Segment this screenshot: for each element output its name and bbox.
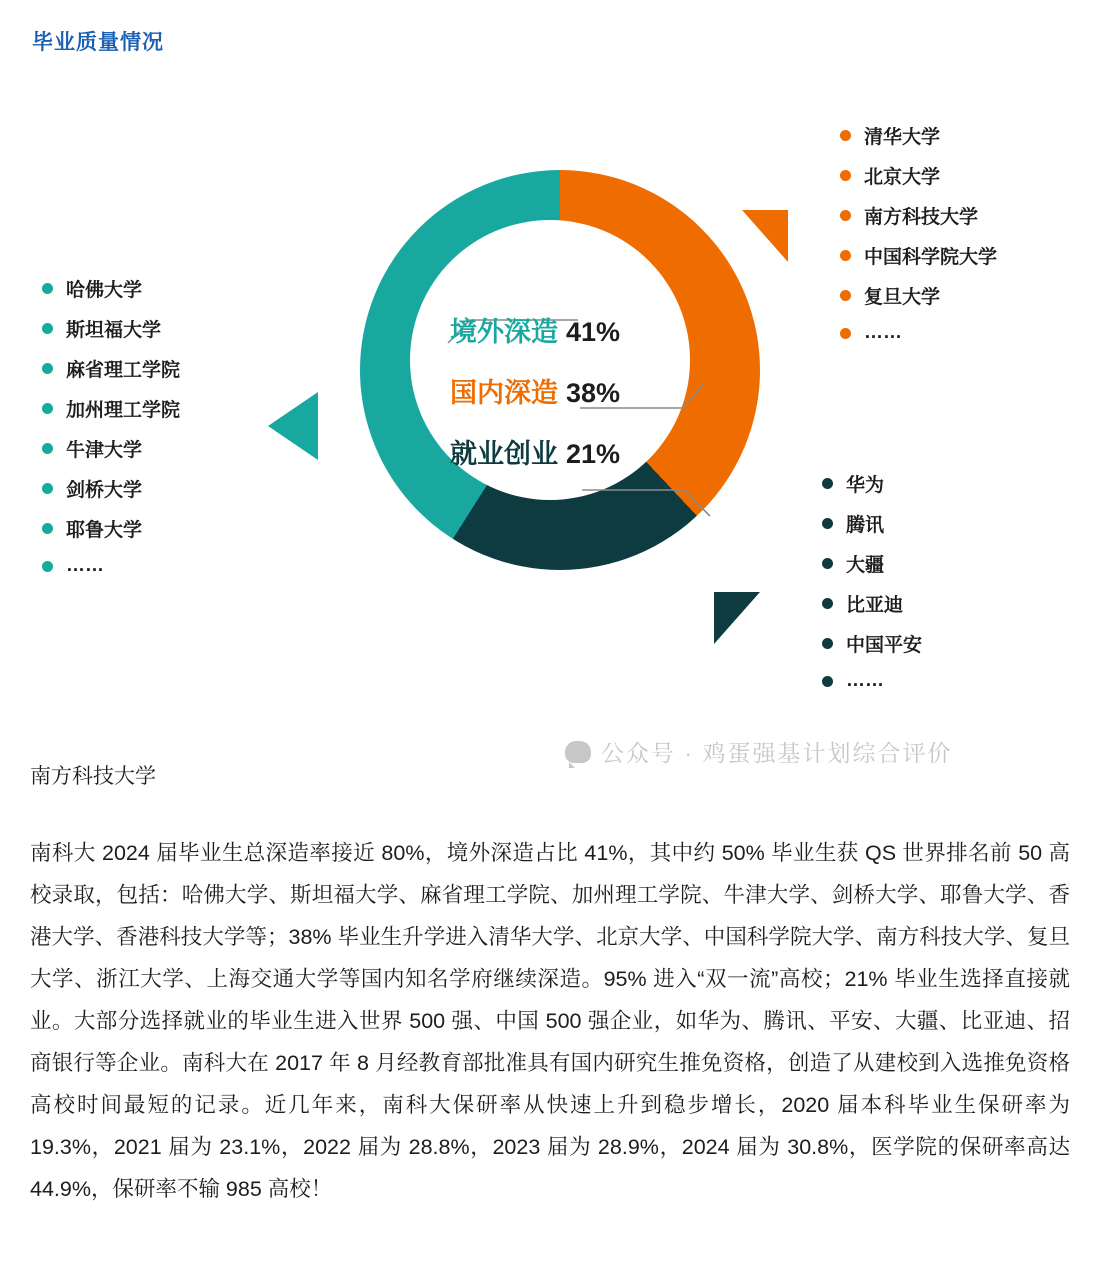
legend-dot-icon [822, 598, 833, 609]
list-item [822, 630, 922, 657]
legend-domestic-universities [840, 122, 997, 357]
legend-item-label: 剑桥大学 [66, 480, 143, 501]
list-item [822, 550, 922, 577]
legend-item-label: …… [864, 322, 902, 343]
list-item [42, 275, 180, 302]
legend-item-label: 南方科技大学 [864, 207, 979, 228]
section-heading: 南方科技大学 [30, 765, 156, 788]
legend-item-label: 耶鲁大学 [66, 520, 143, 541]
legend-dot-icon [822, 558, 833, 569]
list-item [840, 202, 997, 229]
list-item [840, 242, 997, 269]
legend-dot-icon [840, 210, 851, 221]
legend-employers [822, 470, 922, 705]
legend-overseas-universities [42, 275, 180, 590]
legend-item-label: 中国科学院大学 [864, 247, 998, 268]
legend-dot-icon [42, 363, 53, 374]
list-item [840, 282, 997, 309]
legend-dot-icon [42, 403, 53, 414]
list-item [822, 670, 922, 692]
legend-item-label: 中国平安 [846, 635, 923, 656]
list-item [42, 475, 180, 502]
center-label-overseas: 境外深造 [450, 317, 558, 347]
list-item [822, 470, 922, 497]
center-value-domestic: 38% [566, 378, 621, 408]
legend-item-label: 华为 [846, 475, 885, 496]
list-item [840, 162, 997, 189]
center-row-domestic [450, 371, 710, 410]
center-row-employment [450, 432, 710, 471]
pointer-arrow-left [268, 392, 318, 460]
legend-dot-icon [840, 130, 851, 141]
donut-center-labels [450, 310, 710, 493]
legend-dot-icon [840, 250, 851, 261]
center-value-overseas: 41% [566, 317, 621, 347]
list-item [42, 435, 180, 462]
list-item [42, 315, 180, 342]
legend-dot-icon [42, 323, 53, 334]
legend-item-label: 加州理工学院 [66, 400, 181, 421]
list-item [840, 322, 997, 344]
legend-dot-icon [42, 483, 53, 494]
watermark-text: 公众号 · 鸡蛋强基计划综合评价 [601, 740, 953, 766]
legend-dot-icon [42, 523, 53, 534]
list-item [42, 555, 180, 577]
center-label-employment: 就业创业 [450, 439, 558, 469]
legend-item-label: 斯坦福大学 [66, 320, 162, 341]
center-label-domestic: 国内深造 [450, 378, 558, 408]
list-item [822, 590, 922, 617]
article-body [30, 760, 1070, 1210]
list-item [822, 510, 922, 537]
legend-item-label: 麻省理工学院 [66, 360, 181, 381]
center-value-employment: 21% [566, 439, 621, 469]
legend-dot-icon [840, 170, 851, 181]
legend-item-label: 复旦大学 [864, 287, 941, 308]
legend-dot-icon [42, 283, 53, 294]
legend-item-label: 北京大学 [864, 167, 941, 188]
page-title: 毕业质量情况 [32, 31, 164, 54]
center-row-overseas [450, 310, 710, 349]
legend-dot-icon [822, 518, 833, 529]
legend-dot-icon [42, 443, 53, 454]
legend-dot-icon [822, 676, 833, 687]
legend-dot-icon [840, 290, 851, 301]
legend-item-label: …… [66, 555, 104, 576]
legend-item-label: 哈佛大学 [66, 280, 143, 301]
body-paragraph: 南科大 2024 届毕业生总深造率接近 80%，境外深造占比 41%，其中约 50% 毕业生获 QS 世界排名前 50 高校录取，包括：哈佛大学、斯坦福大学、麻省理工学院、加州理工学院、牛津大学、剑桥大学、耶鲁大学、香港大学、香港科技大学等；38% 毕业生升学进入清华大学、北京大学、中国科学院大学、南方科技大学、复旦大学、浙江大学、上海交通大学等国内知名学府继续深造。95% 进入“双一流”高校；21% 毕业生选择直接就业。大部分选择就业的毕业生进入世界 500 强、中国 500 强企业，如华为、腾讯、平安、大疆、比亚迪、招商银行等企业。南科大在 2017 年 8 月经教育部批准具有国内研究生推免资格，创造了从建校到入选推免资格高校时间最短的记录。近几年来，南科大保研率从快速上升到稳步增长，2020 届本科毕业生保研率为 19.3%，2021 届为 23.1%，2022 届为 28.8%，2023 届为 28.9%，2024 届为 30.8%，医学院的保研率高达 44.9%，保研率不输 985 高校！ [30, 841, 1070, 1201]
list-item [840, 122, 997, 149]
list-item [42, 355, 180, 382]
legend-item-label: 大疆 [846, 555, 885, 576]
legend-item-label: 腾讯 [846, 515, 885, 536]
graduation-quality-chart [0, 80, 1101, 766]
legend-item-label: …… [846, 670, 884, 691]
legend-dot-icon [822, 478, 833, 489]
donut-chart [350, 160, 770, 620]
legend-item-label: 牛津大学 [66, 440, 143, 461]
legend-item-label: 清华大学 [864, 127, 941, 148]
legend-dot-icon [42, 561, 53, 572]
legend-item-label: 比亚迪 [846, 595, 904, 616]
legend-dot-icon [822, 638, 833, 649]
legend-dot-icon [840, 328, 851, 339]
list-item [42, 515, 180, 542]
list-item [42, 395, 180, 422]
